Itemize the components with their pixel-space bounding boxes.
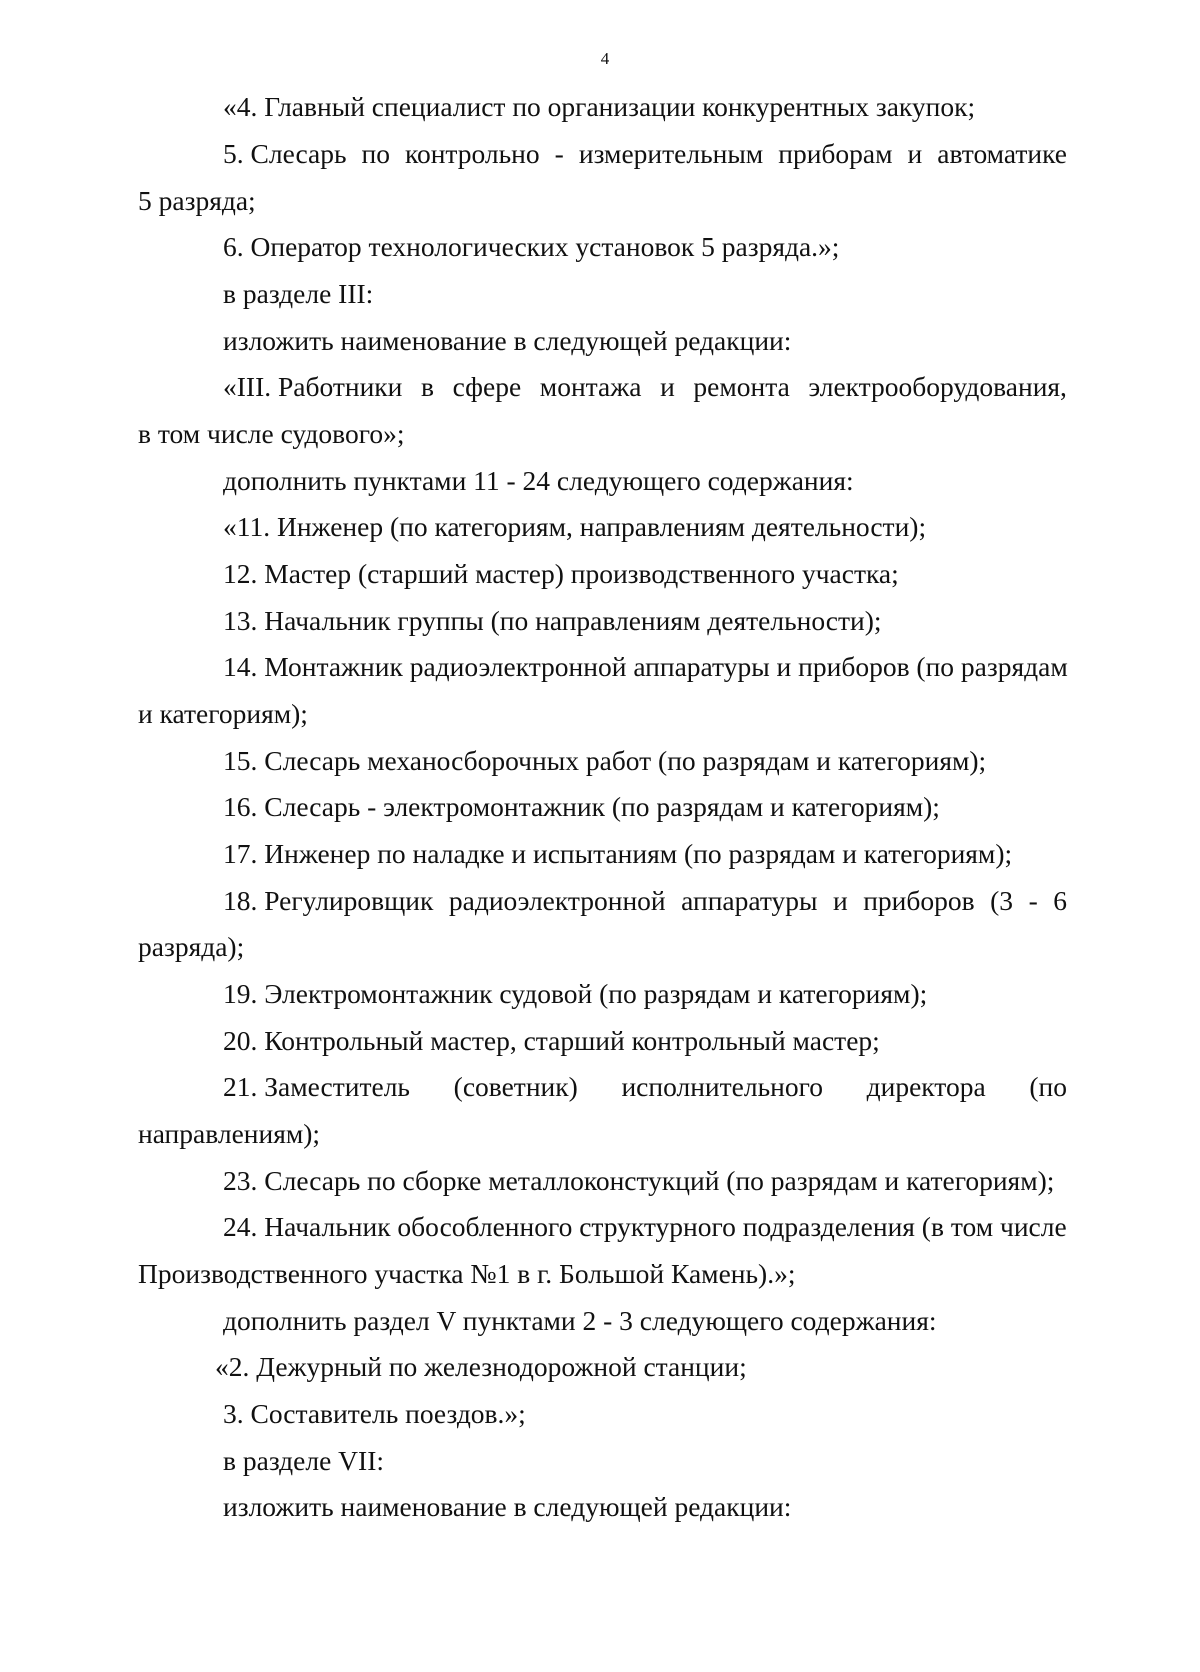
text-line-26: Производственного участка №1 в г. Большой Камень).»; [138, 1258, 796, 1289]
text-line-30: в разделе VII: [223, 1445, 384, 1476]
text-line-24: 23. Слесарь по сборке металлоконстукций (по разрядам и категориям); [223, 1165, 1055, 1196]
word: монтажа [539, 371, 642, 402]
text-line-27: дополнить раздел V пунктами 2 - 3 следующего содержания: [223, 1305, 937, 1336]
text-line-23: направлениям); [138, 1118, 321, 1149]
text-line-2 [223, 137, 1067, 171]
word: ремонта [693, 371, 790, 402]
word: приборам [778, 138, 893, 169]
word: «III. Работники [223, 371, 403, 402]
text-line-8: в том числе судового»; [138, 418, 405, 449]
word: радиоэлектронной [448, 885, 666, 916]
word: - [1028, 885, 1038, 916]
word: исполнительного [621, 1071, 823, 1102]
text-line-17: 17. Инженер по наладке и испытаниям (по разрядам и категориям); [223, 838, 1013, 869]
text-line-10: «11. Инженер (по категориям, направлениям деятельности); [223, 511, 927, 542]
word: 6 [1053, 885, 1067, 916]
text-line-14: и категориям); [138, 698, 308, 729]
word: измерительным [578, 138, 764, 169]
word: аппаратуры [681, 885, 818, 916]
word: (3 [990, 885, 1014, 916]
text-line-3: 5 разряда; [138, 185, 256, 216]
text-line-5: в разделе III: [223, 278, 374, 309]
text-line-15: 15. Слесарь механосборочных работ (по разрядам и категориям); [223, 745, 987, 776]
word: (по [1029, 1071, 1067, 1102]
text-line-20: 19. Электромонтажник судовой (по разрядам и категориям); [223, 978, 928, 1009]
text-line-31: изложить наименование в следующей редакции: [223, 1491, 792, 1522]
word: контрольно [405, 138, 540, 169]
word: сфере [452, 371, 522, 402]
word: директора [866, 1071, 986, 1102]
word: - [554, 138, 564, 169]
text-line-13: 14. Монтажник радиоэлектронной аппаратуры и приборов (по разрядам [223, 651, 1068, 682]
word: 18. Регулировщик [223, 885, 434, 916]
word: и [660, 371, 675, 402]
word: (советник) [453, 1071, 578, 1102]
word: электрооборудования, [808, 371, 1067, 402]
text-line-7 [223, 370, 1067, 404]
text-line-11: 12. Мастер (старший мастер) производственного участка; [223, 558, 899, 589]
text-line-6: изложить наименование в следующей редакции: [223, 325, 792, 356]
text-line-28: «2. Дежурный по железнодорожной станции; [215, 1351, 747, 1382]
word: 5. Слесарь [223, 138, 347, 169]
word: автоматике [937, 138, 1067, 169]
page-number: 4 [600, 49, 610, 68]
word: и [907, 138, 923, 169]
word: приборов [863, 885, 975, 916]
text-line-16: 16. Слесарь - электромонтажник (по разрядам и категориям); [223, 791, 940, 822]
text-line-22 [223, 1070, 1067, 1104]
text-line-12: 13. Начальник группы (по направлениям деятельности); [223, 605, 882, 636]
text-line-9: дополнить пунктами 11 - 24 следующего содержания: [223, 465, 854, 496]
word: в [421, 371, 435, 402]
text-line-1: «4. Главный специалист по организации конкурентных закупок; [223, 91, 976, 122]
text-line-21: 20. Контрольный мастер, старший контрольный мастер; [223, 1025, 880, 1056]
text-line-29: 3. Составитель поездов.»; [223, 1398, 526, 1429]
text-line-25: 24. Начальник обособленного структурного подразделения (в том числе [223, 1211, 1067, 1242]
word: по [361, 138, 390, 169]
text-line-4: 6. Оператор технологических установок 5 разряда.»; [223, 231, 840, 262]
word: и [833, 885, 848, 916]
word: 21. Заместитель [223, 1071, 410, 1102]
text-line-19: разряда); [138, 931, 245, 962]
text-line-18 [223, 884, 1067, 918]
